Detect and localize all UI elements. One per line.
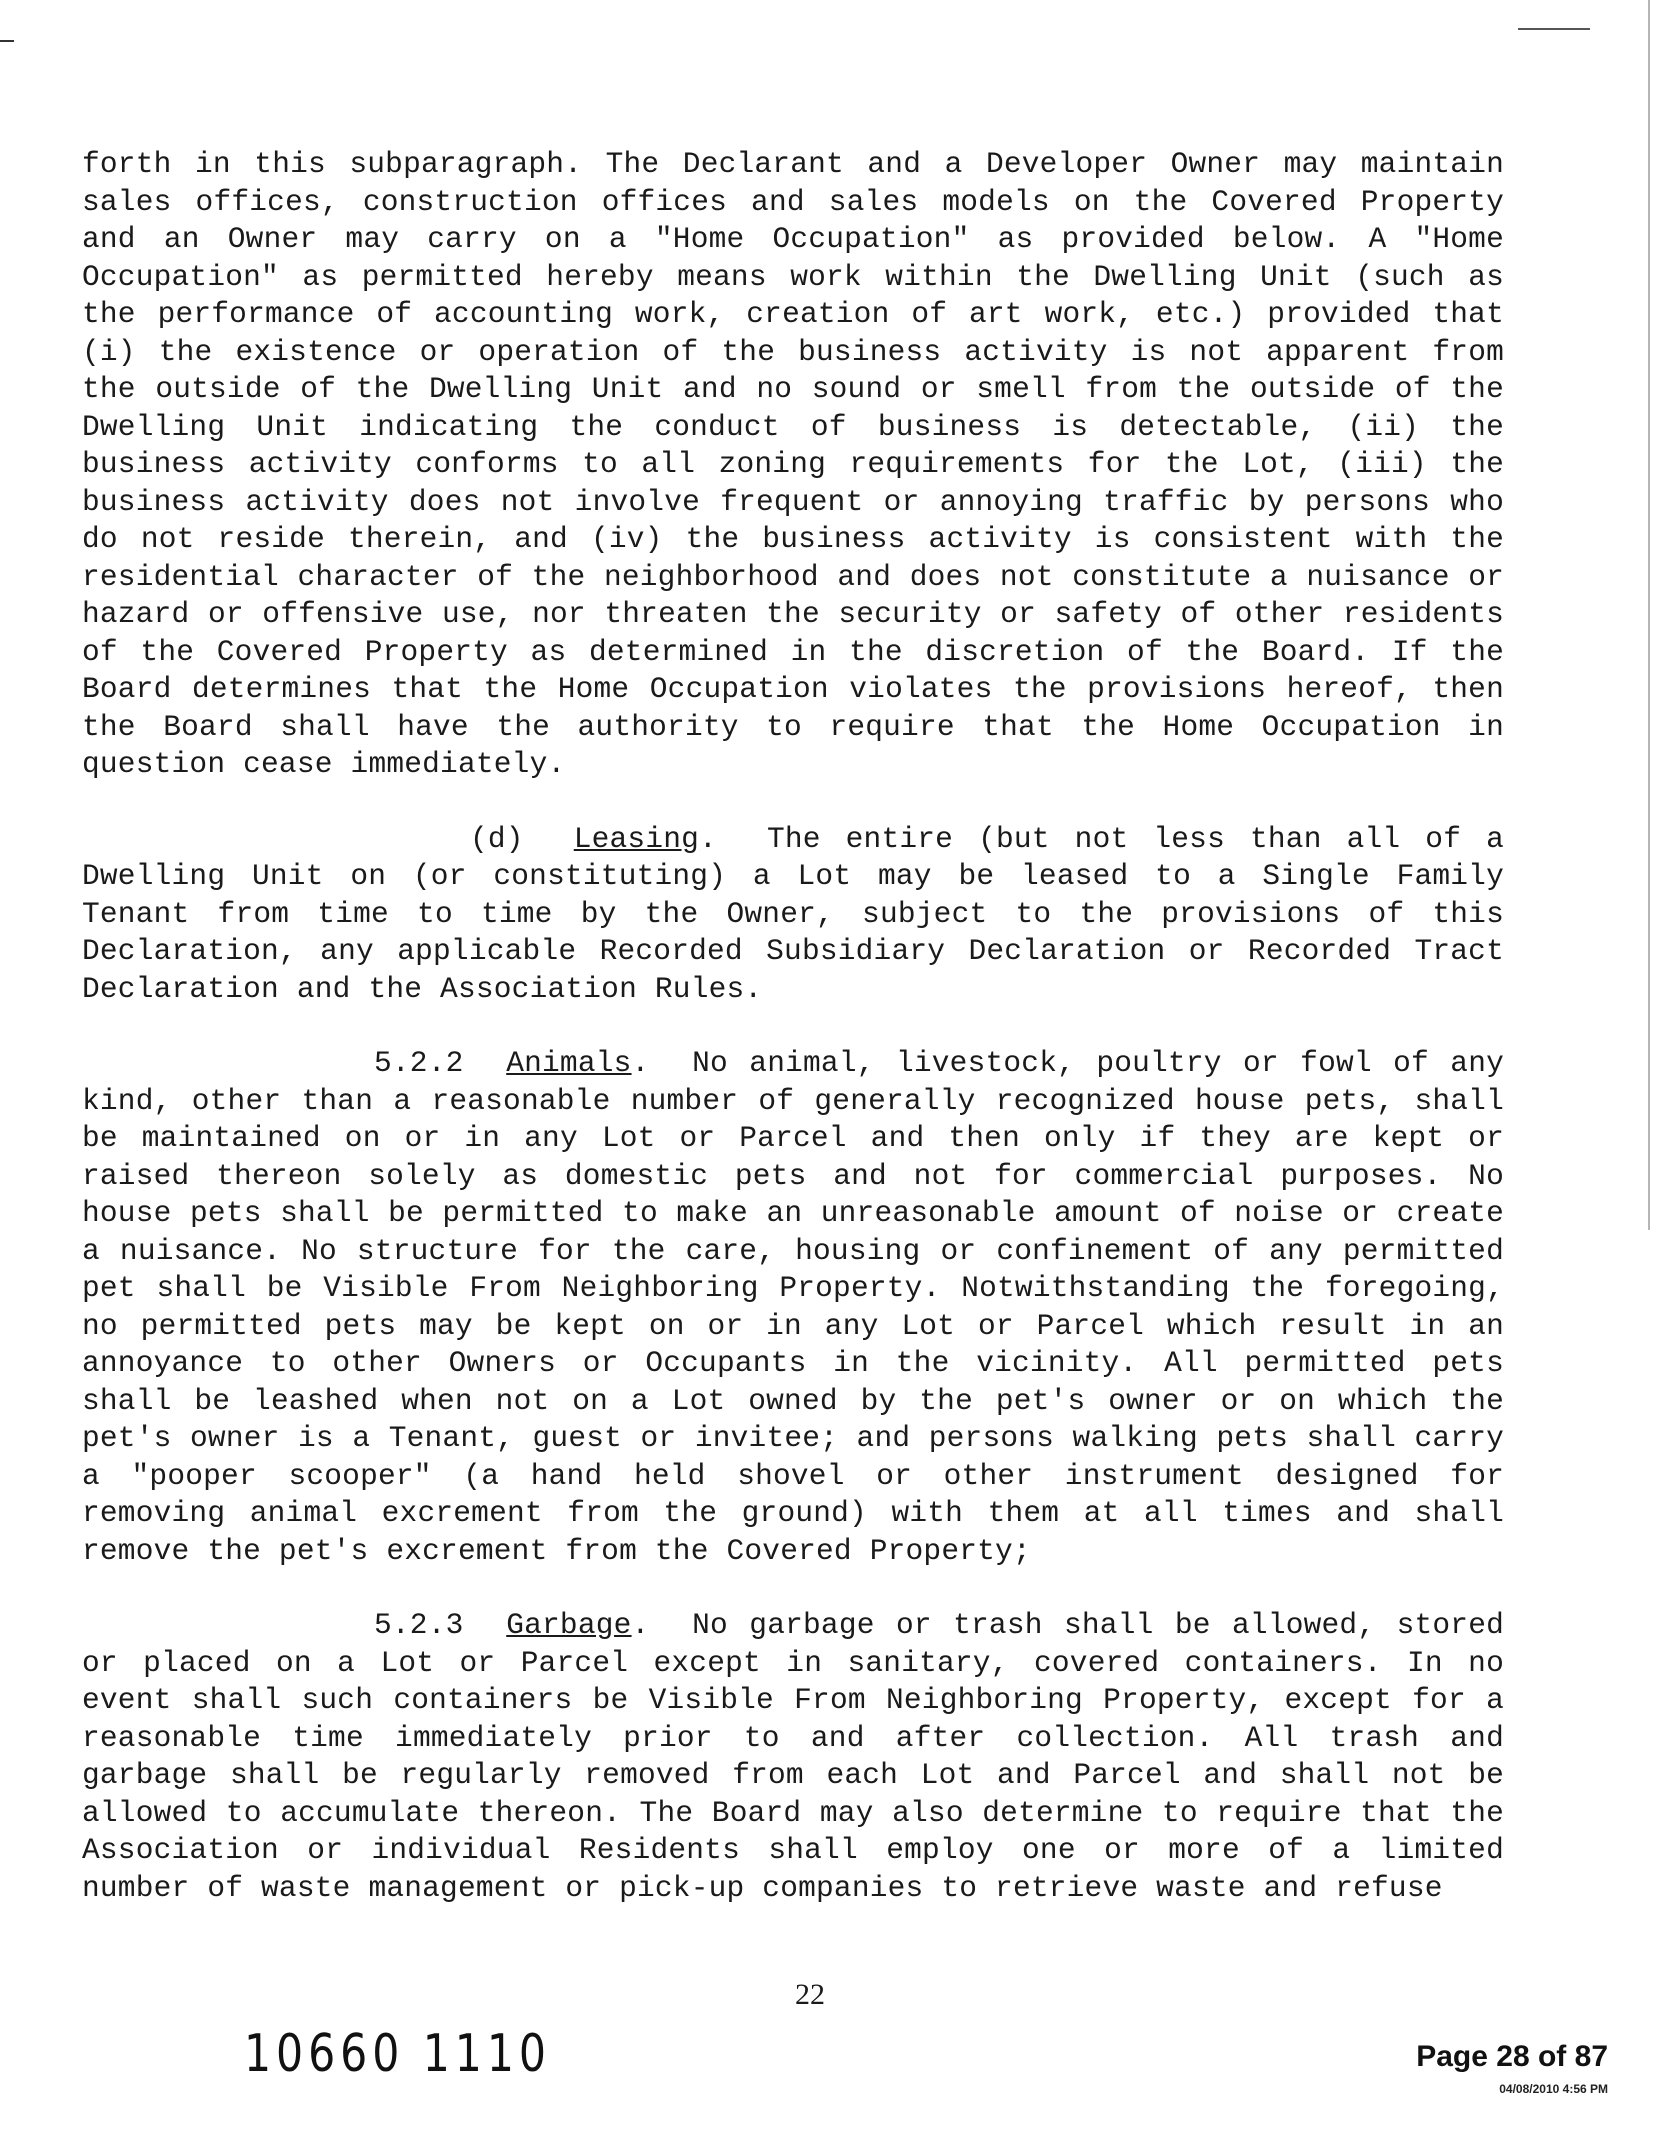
garbage-number: 5.2.3	[374, 1608, 464, 1642]
leasing-heading: Leasing	[573, 821, 700, 856]
paragraph-garbage: 5.2.3 Garbage. No garbage or trash shall be allowed, stored or placed on a Lot or Parcel except in sanitary, covered containers. In no event shall such containers be Visible From Neighboring Property, except for a reasonable time immediately prior to and after collection. All trash and garbage shall be regularly removed from each Lot and Parcel and shall not be allowed to accumulate thereon. The Board may also determine to require that the Association or individual Residents shall employ one or more of a limited number of waste management or pick-up companies to retrieve waste and refuse	[82, 1608, 1504, 1905]
garbage-text: No garbage or trash shall be allowed, stored or placed on a Lot or Parcel except in sanitary, covered containers. In no event shall such containers be Visible From Neighboring Property, except for a reasonable time immediately prior to and after collection. All trash and garbage shall be regularly removed from each Lot and Parcel and shall not be allowed to accumulate thereon. The Board may also determine to require that the Association or individual Residents shall employ one or more of a limited number of waste management or pick-up companies to retrieve waste and refuse	[82, 1608, 1504, 1905]
document-body	[82, 146, 1504, 1907]
recording-timestamp: 04/08/2010 4:56 PM	[1499, 2082, 1608, 2096]
scan-mark-right	[1518, 28, 1590, 30]
page-count: Page 28 of 87	[1416, 2040, 1608, 2073]
leasing-text: The entire (but not less than all of a Dwelling Unit on (or constituting) a Lot may be leased to a Single Family Tenant from time to time by the Owner, subject to the provisions of this Declaration, any applicable Recorded Subsidiary Declaration or Recorded Tract Declaration and the Association Rules.	[82, 821, 1505, 1006]
page-number: 22	[795, 1978, 825, 2011]
book-page-number: 10660 1110	[244, 2024, 551, 2084]
scan-mark-left	[0, 40, 14, 42]
scan-edge-line	[1648, 0, 1650, 1230]
garbage-heading: Garbage	[506, 1608, 632, 1642]
animals-text: No animal, livestock, poultry or fowl of any kind, other than a reasonable number of generally recognized house pets, shall be maintained on or in any Lot or Parcel and then only if they are kept or raised thereon solely as domestic pets and not for commercial purposes. No house pets shall be permitted to make an unreasonable amount of noise or create a nuisance. No structure for the care, housing or confinement of any permitted pet shall be Visible From Neighboring Property. Notwithstanding the foregoing, no permitted pets may be kept on or in any Lot or Parcel which result in an annoyance to other Owners or Occupants in the vicinity. All permitted pets shall be leashed when not on a Lot owned by the pet's owner or on which the pet's owner is a Tenant, guest or invitee; and persons walking pets shall carry a "pooper scooper" (a hand held shovel or other instrument designed for removing animal excrement from the ground) with them at all times and shall remove the pet's excrement from the Covered Property;	[82, 1046, 1504, 1568]
paragraph-home-occupation: forth in this subparagraph. The Declarant and a Developer Owner may maintain sales offices, construction offices and sales models on the Covered Property and an Owner may carry on a "Home Occupation" as provided below. A "Home Occupation" as permitted hereby means work within the Dwelling Unit (such as the performance of accounting work, creation of art work, etc.) provided that (i) the existence or operation of the business activity is not apparent from the outside of the Dwelling Unit and no sound or smell from the outside of the Dwelling Unit indicating the conduct of business is detectable, (ii) the business activity conforms to all zoning requirements for the Lot, (iii) the business activity does not involve frequent or annoying traffic by persons who do not reside therein, and (iv) the business activity is consistent with the residential character of the neighborhood and does not constitute a nuisance or hazard or offensive use, nor threaten the security or safety of other residents of the Covered Property as determined in the discretion of the Board. If the Board determines that the Home Occupation violates the provisions hereof, then the Board shall have the authority to require that the Home Occupation in question cease immediately.	[82, 147, 1504, 781]
animals-heading: Animals	[506, 1046, 632, 1080]
paragraph-animals: 5.2.2 Animals. No animal, livestock, poultry or fowl of any kind, other than a reasonable number of generally recognized house pets, shall be maintained on or in any Lot or Parcel and then only if they are kept or raised thereon solely as domestic pets and not for commercial purposes. No house pets shall be permitted to make an unreasonable amount of noise or create a nuisance. No structure for the care, housing or confinement of any permitted pet shall be Visible From Neighboring Property. Notwithstanding the foregoing, no permitted pets may be kept on or in any Lot or Parcel which result in an annoyance to other Owners or Occupants in the vicinity. All permitted pets shall be leashed when not on a Lot owned by the pet's owner or on which the pet's owner is a Tenant, guest or invitee; and persons walking pets shall carry a "pooper scooper" (a hand held shovel or other instrument designed for removing animal excrement from the ground) with them at all times and shall remove the pet's excrement from the Covered Property;	[82, 1046, 1504, 1568]
leasing-number: (d)	[470, 821, 524, 856]
animals-number: 5.2.2	[374, 1046, 464, 1080]
paragraph-leasing: (d) Leasing. The entire (but not less than all of a Dwelling Unit on (or constituting) a Lot may be leased to a Single Family Tenant from time to time by the Owner, subject to the provisions of this Declaration, any applicable Recorded Subsidiary Declaration or Recorded Tract Declaration and the Association Rules.	[82, 821, 1505, 1006]
